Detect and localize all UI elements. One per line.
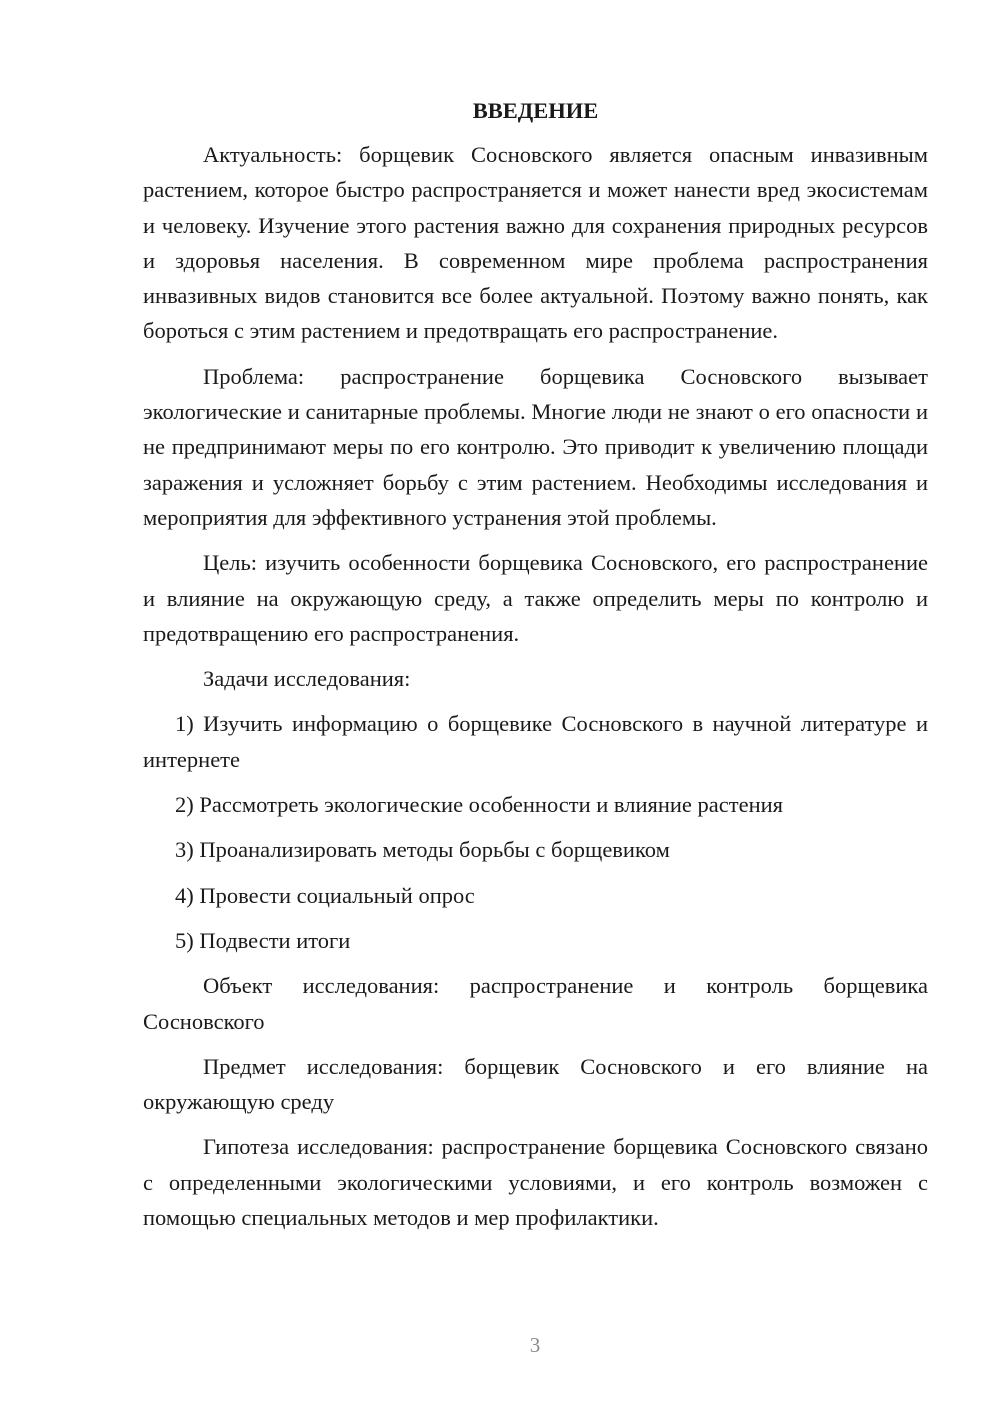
task-item-4: 4) Провести социальный опрос (175, 882, 475, 908)
paragraph-hypothesis: Гипотеза исследования: распространение борщевика Сосновского связано с определенными экологическими условиями, и его контроль возможен с помощью специальных методов и мер профилактики. (143, 1134, 928, 1231)
task-item-1: 1) Изучить информацию о борщевике Сосновского в научной литературе и интернете (143, 711, 928, 772)
paragraph-subject: Предмет исследования: борщевик Сосновского и его влияние на окружающую среду (143, 1053, 928, 1115)
paragraph-goal: Цель: изучить особенности борщевика Сосновского, его распространение и влияние на окружающую среду, а также определить меры по контролю и предотвращению его распространения. (143, 550, 928, 646)
page-number: 3 (529, 1333, 541, 1357)
task-item-2: 2) Рассмотреть экологические особенности и влияние растения (175, 792, 784, 818)
page-content (143, 94, 928, 1245)
page-title: ВВЕДЕНИЕ (472, 98, 599, 123)
tasks-heading: Задачи исследования: (203, 666, 411, 692)
task-item-3: 3) Проанализировать методы борьбы с борщевиком (175, 837, 670, 863)
paragraph-problem: Проблема: распространение борщевика Сосновского вызывает экологические и санитарные проблемы. Многие люди не знают о его опасности и не предпринимают меры по его контролю. Это приводит к увеличению площади заражения и усложняет борьбу с этим растением. Необходимы исследования и мероприятия для эффективного устранения этой проблемы. (143, 363, 928, 530)
task-item-5: 5) Подвести итоги (175, 927, 351, 953)
paragraph-object: Объект исследования: распространение и контроль борщевика Сосновского (143, 973, 928, 1034)
paragraph-relevance: Актуальность: борщевик Сосновского является опасным инвазивным растением, которое быстро распространяется и может нанести вред экосистемам и человеку. Изучение этого растения важно для сохранения природных ресурсов и здоровья населения. В современном мире проблема распространения инвазивных видов становится все более актуальной. Поэтому важно понять, как бороться с этим растением и предотвращать его распространение. (143, 142, 928, 344)
